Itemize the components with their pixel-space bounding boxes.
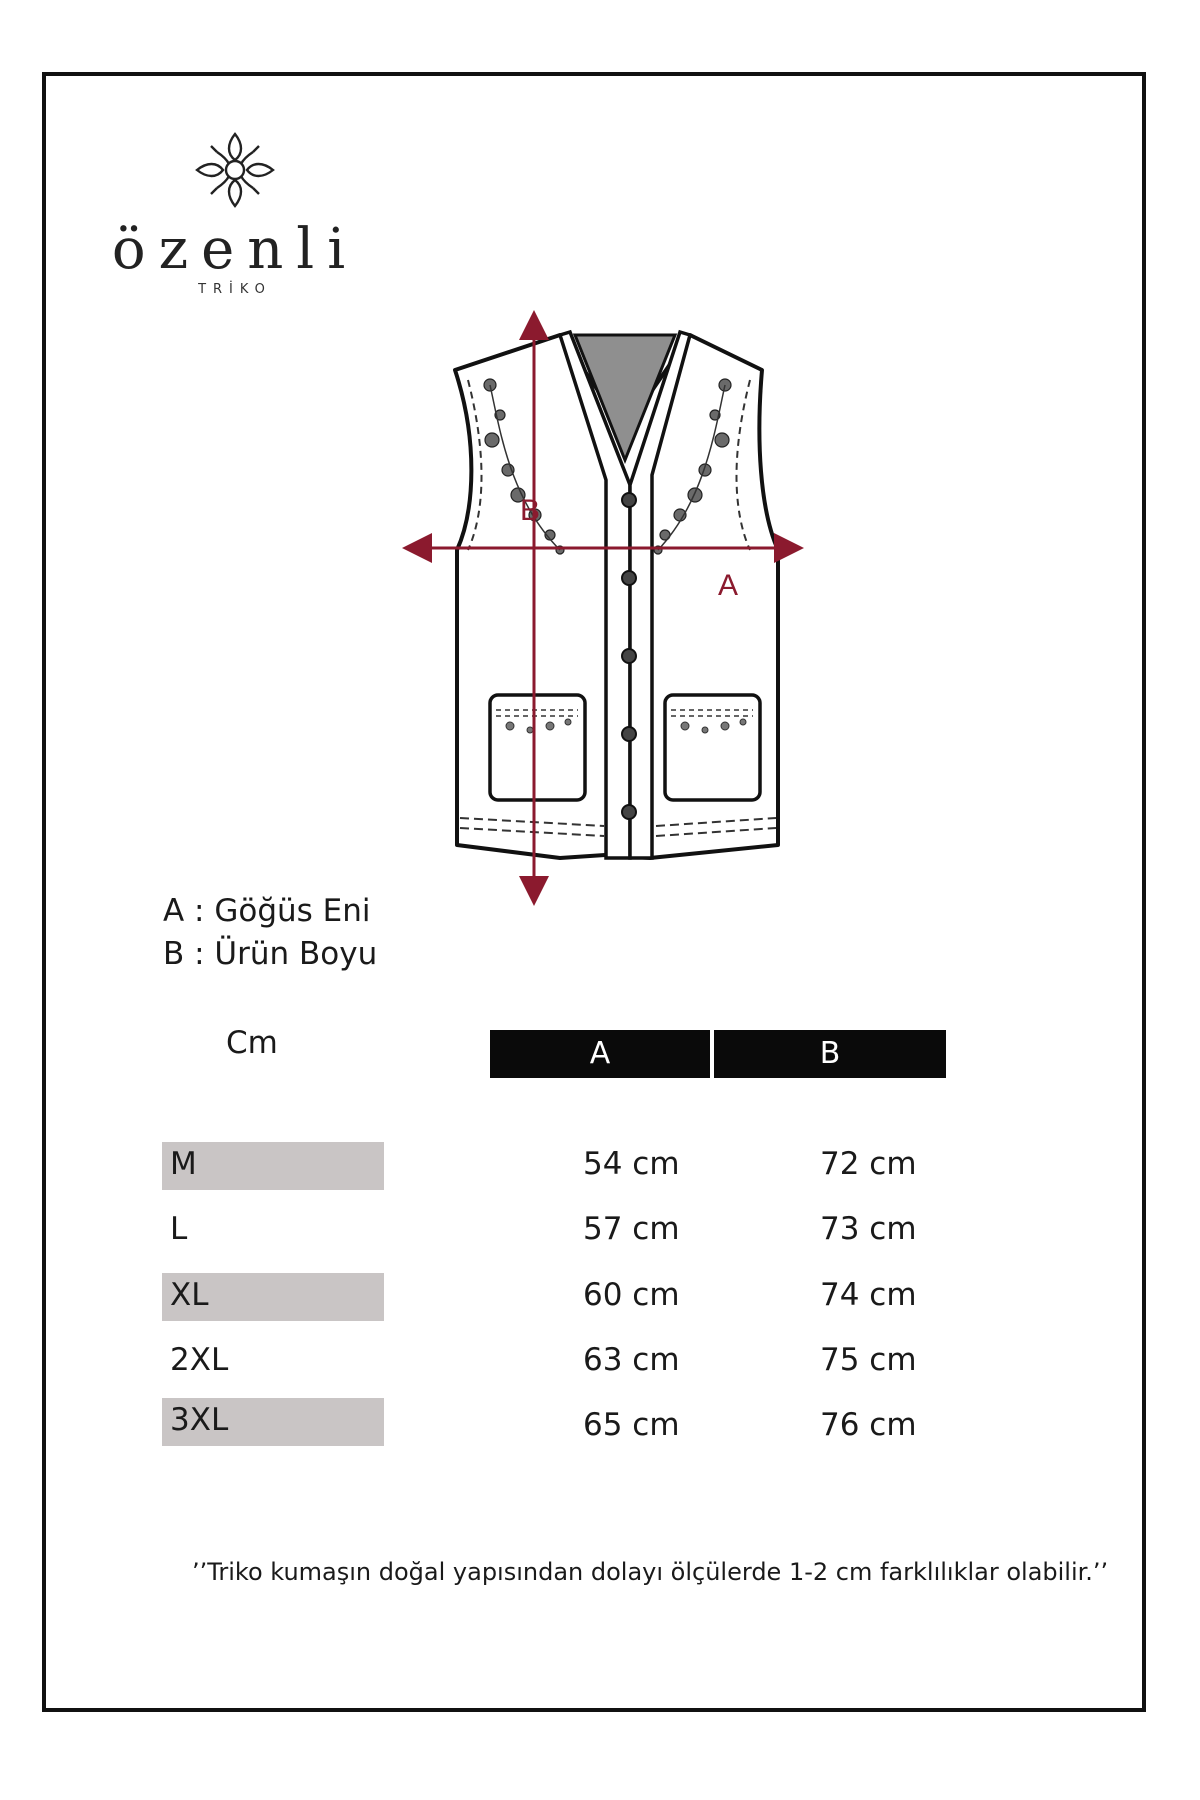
brand-subtitle: TRİKO — [198, 282, 272, 297]
vest-diagram — [400, 310, 810, 910]
cell-a: 60 cm — [583, 1277, 680, 1313]
size-label: L — [170, 1211, 188, 1247]
size-label: XL — [170, 1277, 209, 1313]
cell-a: 54 cm — [583, 1146, 680, 1182]
ornament-logo-icon — [193, 130, 277, 210]
label-b: B — [520, 494, 541, 527]
footnote: ’’Triko kumaşın doğal yapısından dolayı ölçülerde 1-2 cm farklılıklar olabilir.’’ — [192, 1558, 1109, 1586]
brand-logo — [95, 130, 375, 297]
cell-b: 76 cm — [820, 1407, 917, 1443]
cell-a: 63 cm — [583, 1342, 680, 1378]
legend-a: A : Göğüs Eni — [163, 893, 371, 929]
column-header-a: A — [490, 1030, 710, 1078]
column-header-b: B — [714, 1030, 946, 1078]
cell-b: 75 cm — [820, 1342, 917, 1378]
brand-name: özenli — [111, 217, 359, 282]
size-label: 2XL — [170, 1342, 229, 1378]
unit-label: Cm — [226, 1025, 278, 1061]
cell-b: 73 cm — [820, 1211, 917, 1247]
cell-a: 57 cm — [583, 1211, 680, 1247]
cell-b: 72 cm — [820, 1146, 917, 1182]
label-a: A — [718, 569, 739, 602]
legend-b: B : Ürün Boyu — [163, 936, 378, 972]
size-label: M — [170, 1146, 197, 1182]
cell-b: 74 cm — [820, 1277, 917, 1313]
size-label: 3XL — [170, 1402, 229, 1438]
cell-a: 65 cm — [583, 1407, 680, 1443]
measurement-legend — [163, 890, 377, 976]
